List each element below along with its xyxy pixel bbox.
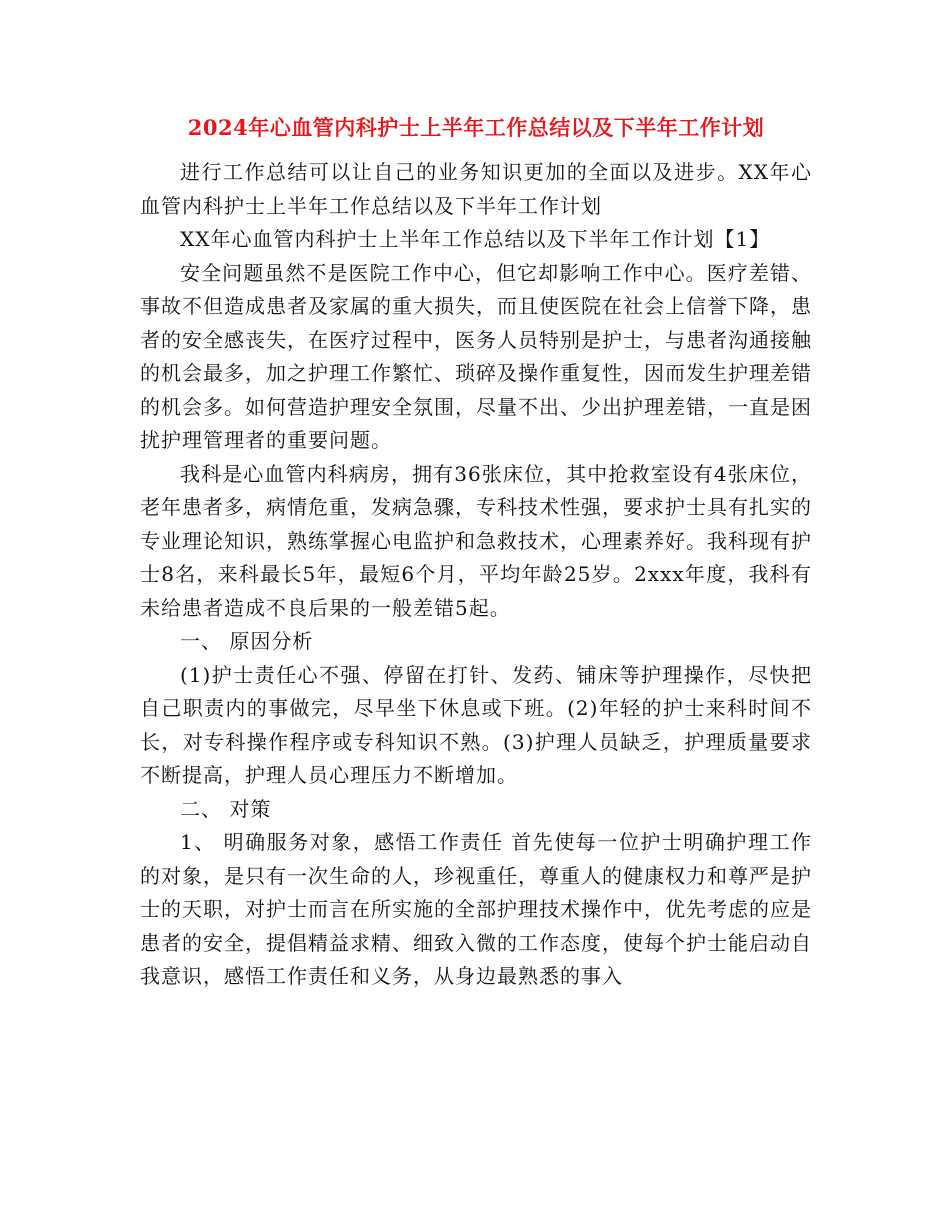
paragraph-subtitle: XX年心血管内科护士上半年工作总结以及下半年工作计划【1】 — [180, 227, 771, 251]
section-heading-cause-analysis: 一、 原因分析 — [180, 629, 314, 653]
paragraph-countermeasure-1: 1、 明确服务对象，感悟工作责任 首先使每一位护士明确护理工作的对象，是只有一次生命的人，珍视重任，尊重人的健康权力和尊严是护士的天职，对护士而言在所实施的全部护理技术操作中，优先考虑的应是患者的安全，提倡精益求精、细致入微的工作态度，使每个护士能启动自我意识，感悟工作责任和义务，从身边最熟悉的事入 — [140, 830, 812, 988]
section-heading-countermeasures: 二、 对策 — [180, 796, 272, 821]
paragraph-intro: 进行工作总结可以让自己的业务知识更加的全面以及进步。XX年心血管内科护士上半年工作总结以及下半年工作计划 — [140, 160, 812, 218]
paragraph-safety: 安全问题虽然不是医院工作中心，但它却影响工作中心。医疗差错、事故不但造成患者及家属的重大损失，而且使医院在社会上信誉下降，患者的安全感丧失，在医疗过程中，医务人员特别是护士，与患者沟通接触的机会最多，加之护理工作繁忙、琐碎及操作重复性，因而发生护理差错的机会多。如何营造护理安全氛围，尽量不出、少出护理差错，一直是困扰护理管理者的重要问题。 — [140, 260, 812, 452]
document-page — [140, 108, 812, 994]
document-title: 2024年心血管内科护士上半年工作总结以及下半年工作计划 — [187, 115, 765, 140]
paragraph-causes: (1)护士责任心不强、停留在打针、发药、铺床等护理操作，尽快把自己职责内的事做完，尽早坐下休息或下班。(2)年轻的护士来科时间不长，对专科操作程序或专科知识不熟。(3)护理人员缺乏，护理质量要求不断提高，护理人员心理压力不断增加。 — [140, 662, 812, 787]
paragraph-department: 我科是心血管内科病房，拥有36张床位，其中抢救室设有4张床位，老年患者多，病情危重，发病急骤，专科技术性强，要求护士具有扎实的专业理论知识，熟练掌握心电监护和急救技术，心理素养好。我科现有护士8名，来科最长5年，最短6个月，平均年龄25岁。2xxx年度，我科有未给患者造成不良后果的一般差错5起。 — [140, 461, 812, 620]
